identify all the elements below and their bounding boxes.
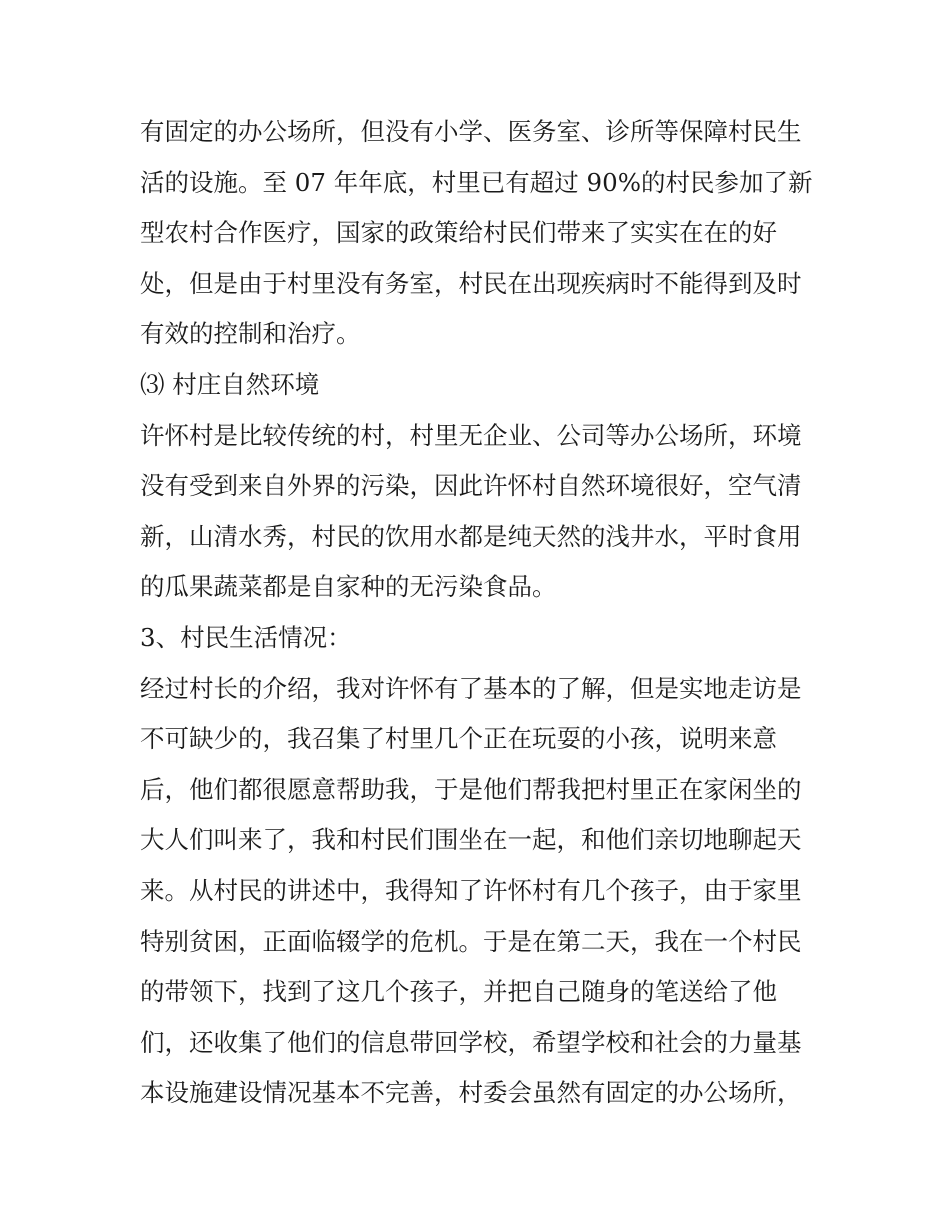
text-line: 们，还收集了他们的信息带回学校，希望学校和社会的力量基 [140, 1027, 802, 1057]
text-line: 没有受到来自外界的污染，因此许怀村自然环境很好，空气清 [140, 471, 802, 501]
text-line: 后，他们都很愿意帮助我，于是他们帮我把村里正在家闲坐的 [140, 774, 802, 804]
text-line: 经过村长的介绍，我对许怀有了基本的了解，但是实地走访是 [140, 673, 802, 703]
text-line: 大人们叫来了，我和村民们围坐在一起，和他们亲切地聊起天 [140, 825, 802, 855]
text-line: 处，但是由于村里没有务室，村民在出现疾病时不能得到及时 [140, 268, 802, 298]
text-line: 特别贫困，正面临辍学的危机。于是在第二天，我在一个村民 [140, 926, 802, 956]
text-line: 的瓜果蔬菜都是自家种的无污染食品。 [140, 572, 557, 602]
text-line: 本设施建设情况基本不完善，村委会虽然有固定的办公场所， [140, 1078, 802, 1108]
text-line: 许怀村是比较传统的村，村里无企业、公司等办公场所，环境 [140, 420, 802, 450]
section-heading: 3、村民生活情况： [140, 622, 352, 652]
text-line: 活的设施。至 07 年年底，村里已有超过 90%的村民参加了新 [140, 167, 813, 197]
text-line: 新，山清水秀，村民的饮用水都是纯天然的浅井水，平时食用 [140, 521, 802, 551]
section-heading: ⑶ 村庄自然环境 [140, 369, 320, 399]
body-text [140, 107, 820, 1119]
text-line: 有效的控制和治疗。 [140, 319, 361, 349]
text-line: 的带领下，找到了这几个孩子，并把自己随身的笔送给了他 [140, 977, 777, 1007]
text-line: 不可缺少的，我召集了村里几个正在玩耍的小孩，说明来意 [140, 724, 777, 754]
text-line: 型农村合作医疗，国家的政策给村民们带来了实实在在的好 [140, 218, 777, 248]
text-line: 有固定的办公场所，但没有小学、医务室、诊所等保障村民生 [140, 117, 802, 146]
text-line: 来。从村民的讲述中，我得知了许怀村有几个孩子，由于家里 [140, 875, 802, 905]
